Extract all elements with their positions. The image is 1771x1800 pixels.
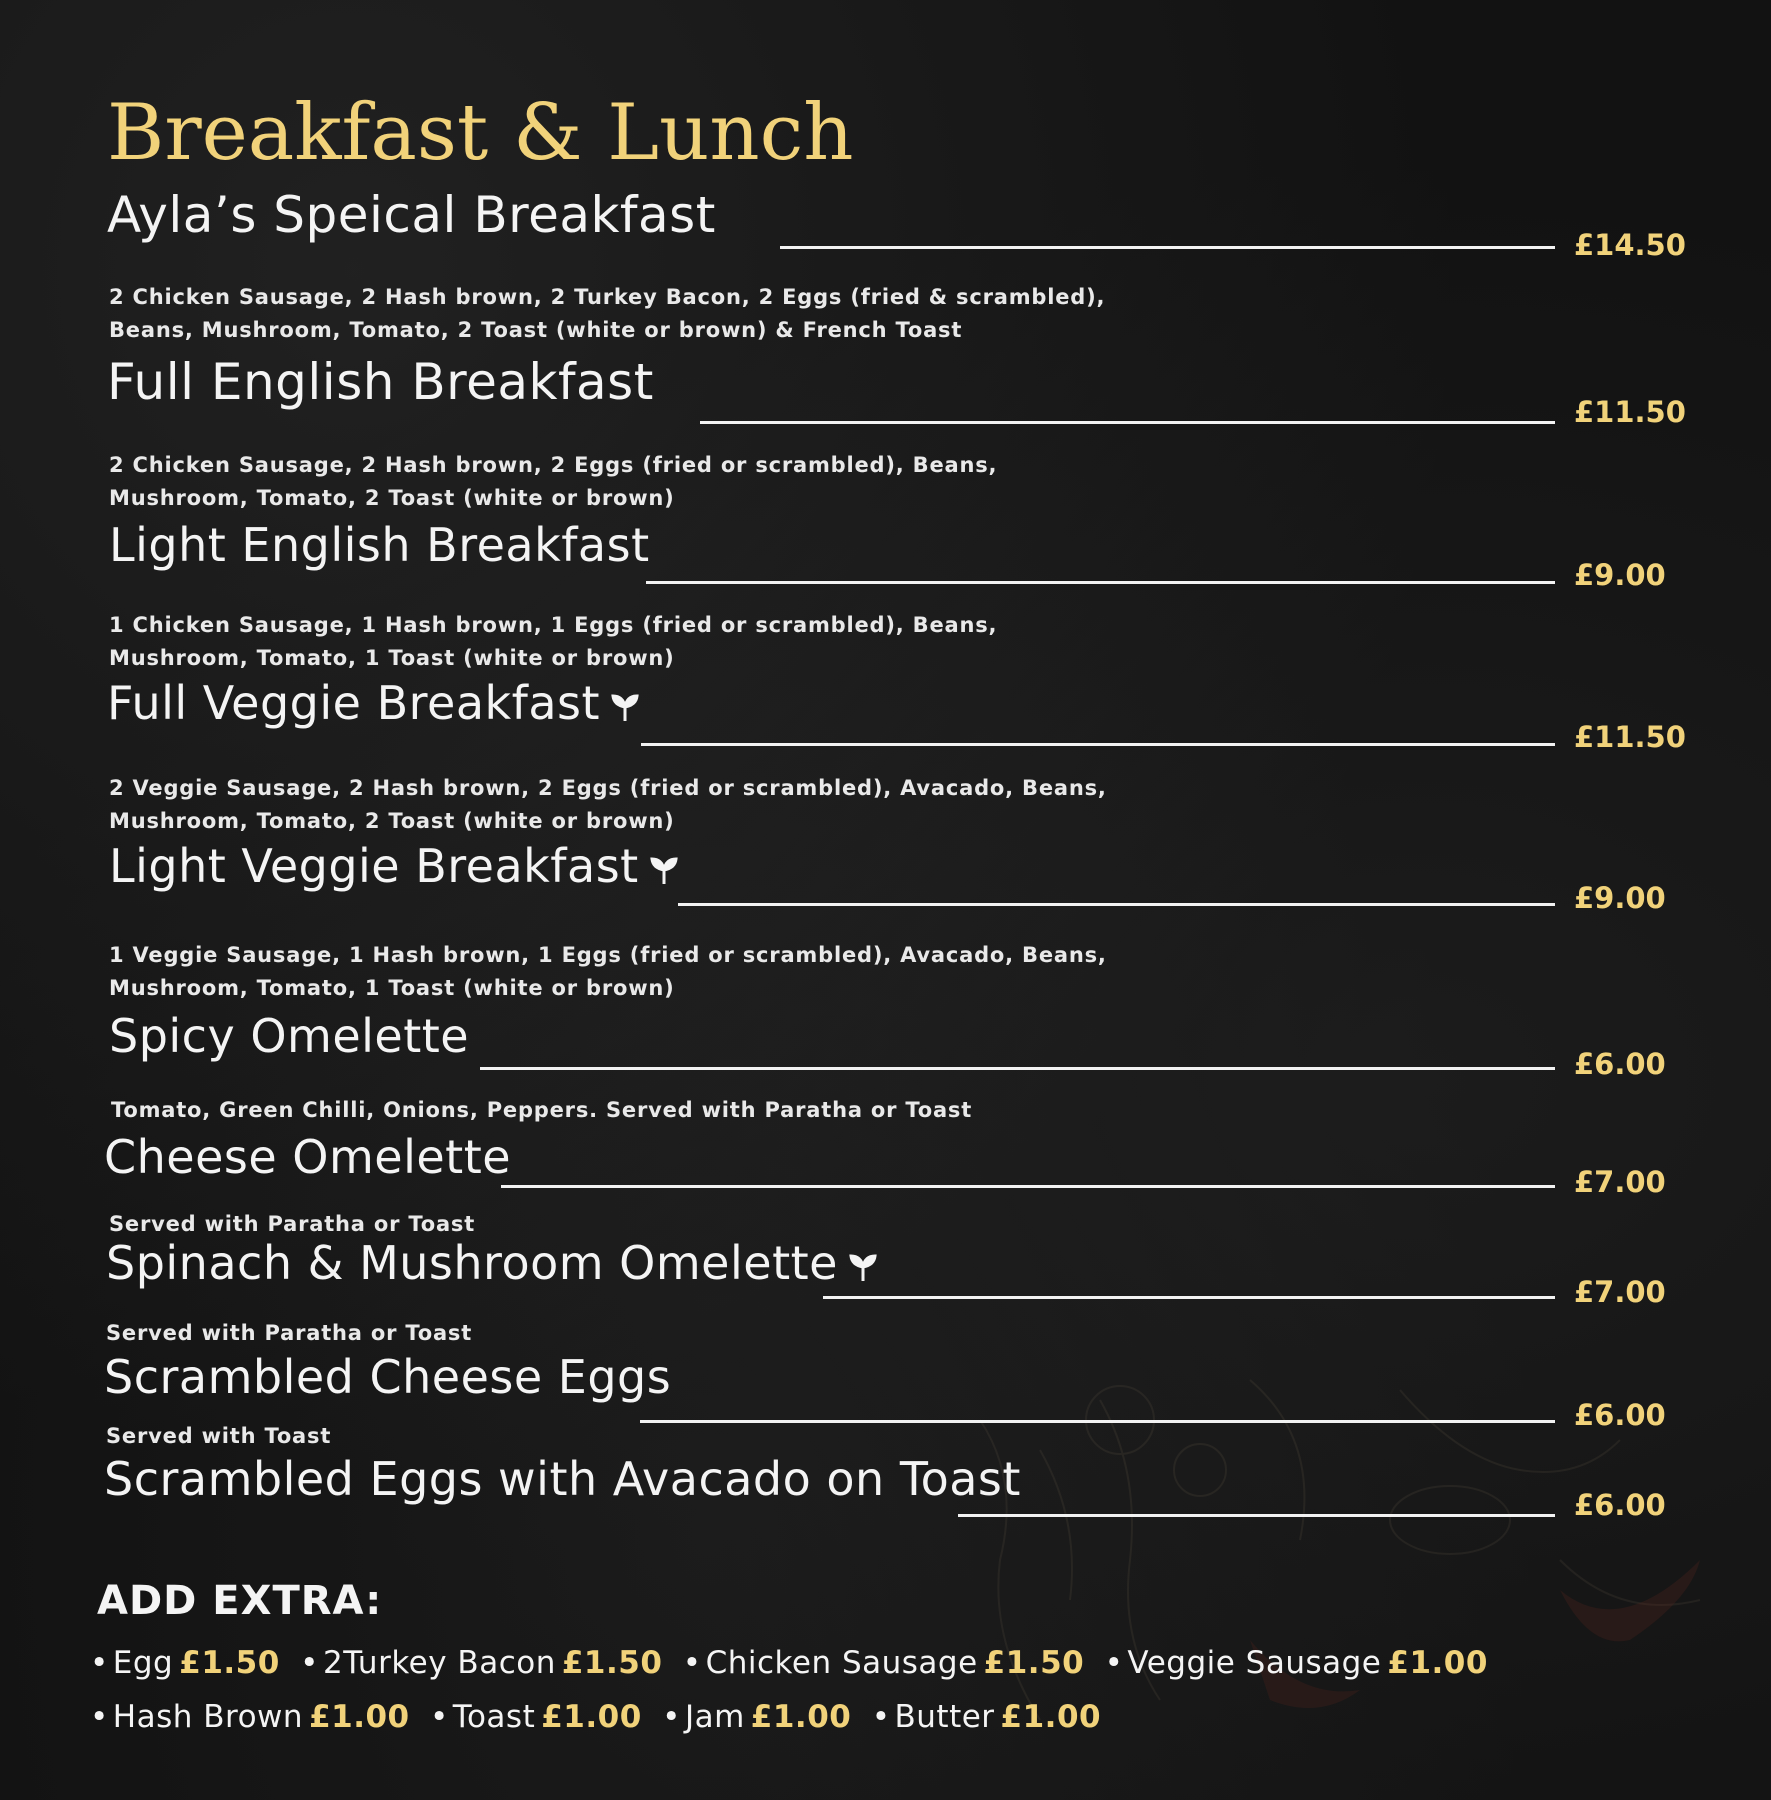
add-extra-heading: ADD EXTRA: (97, 1578, 383, 1624)
leaf-icon (848, 1240, 878, 1294)
leader-line (640, 1420, 1555, 1423)
menu-item (0, 353, 1771, 429)
bullet-icon: • (90, 1699, 109, 1735)
menu-item (0, 1132, 1771, 1202)
leaf-icon (610, 680, 640, 734)
item-description: Served with Paratha or Toast (106, 1321, 473, 1345)
leader-line (678, 903, 1555, 906)
bullet-icon: • (1104, 1645, 1124, 1681)
item-description: 2 Chicken Sausage, 2 Hash brown, 2 Turkey Bacon, 2 Eggs (fried & scrambled), Beans, Mushroom, Tomato, 2 Toast (white or brown) & French Toast (109, 285, 1106, 342)
item-price: £6.00 (1574, 1488, 1666, 1522)
item-description: Tomato, Green Chilli, Onions, Peppers. Served with Paratha or Toast (111, 1098, 973, 1122)
item-name: Spinach & Mushroom Omelette (106, 1236, 878, 1294)
item-name: Cheese Omelette (104, 1130, 512, 1184)
extras-row (88, 1699, 1109, 1735)
item-price: £6.00 (1574, 1047, 1666, 1081)
item-name: Full Veggie Breakfast (107, 676, 640, 734)
item-description: Served with Paratha or Toast (109, 1212, 476, 1236)
extra-item: • Hash Brown £1.00 (90, 1699, 410, 1735)
extra-item: • Egg £1.50 (90, 1645, 280, 1681)
item-name: Scrambled Eggs with Avacado on Toast (104, 1452, 1021, 1506)
item-price: £11.50 (1574, 395, 1686, 429)
extra-item: • Butter £1.00 (871, 1699, 1102, 1735)
menu-item (0, 839, 1771, 915)
item-description: 1 Chicken Sausage, 1 Hash brown, 1 Eggs (fried or scrambled), Beans, Mushroom, Tomato, 1 Toast (white or brown) (109, 613, 998, 670)
item-price: £14.50 (1574, 228, 1686, 262)
bullet-icon: • (682, 1645, 702, 1681)
leader-line (823, 1296, 1555, 1299)
item-name: Ayla’s Speical Breakfast (107, 186, 716, 244)
item-price: £6.00 (1574, 1398, 1666, 1432)
extra-item: • 2Turkey Bacon £1.50 (300, 1645, 663, 1681)
menu-item (0, 520, 1771, 590)
item-name: Scrambled Cheese Eggs (104, 1350, 672, 1404)
item-price: £7.00 (1574, 1275, 1666, 1309)
bullet-icon: • (300, 1645, 319, 1681)
menu-item (0, 1454, 1771, 1524)
extra-item: • Chicken Sausage £1.50 (682, 1645, 1085, 1681)
item-price: £7.00 (1574, 1165, 1666, 1199)
menu-item (0, 186, 1771, 262)
extras-row (88, 1645, 1496, 1681)
leader-line (501, 1185, 1555, 1188)
menu-item (0, 1350, 1771, 1432)
bullet-icon: • (429, 1699, 449, 1735)
leader-line (641, 743, 1555, 746)
bullet-icon: • (871, 1699, 891, 1735)
extra-item: • Jam £1.00 (662, 1699, 852, 1735)
leader-line (958, 1514, 1555, 1517)
item-price: £11.50 (1574, 720, 1686, 754)
bullet-icon: • (662, 1699, 681, 1735)
extra-item: • Toast £1.00 (429, 1699, 642, 1735)
leader-line (480, 1067, 1555, 1070)
item-name: Light Veggie Breakfast (109, 839, 679, 897)
menu-item (0, 676, 1771, 754)
item-name: Spicy Omelette (109, 1009, 470, 1063)
item-description: 2 Veggie Sausage, 2 Hash brown, 2 Eggs (fried or scrambled), Avacado, Beans, Mushroom, Tomato, 2 Toast (white or brown) (109, 776, 1107, 833)
item-name: Full English Breakfast (107, 353, 654, 411)
item-description: Served with Toast (106, 1424, 332, 1448)
item-name: Light English Breakfast (109, 518, 650, 572)
menu-item (0, 1011, 1771, 1081)
item-description: 1 Veggie Sausage, 1 Hash brown, 1 Eggs (fried or scrambled), Avacado, Beans, Mushroom, Tomato, 1 Toast (white or brown) (109, 943, 1107, 1000)
bullet-icon: • (90, 1645, 109, 1681)
extra-item: • Veggie Sausage £1.00 (1104, 1645, 1488, 1681)
leader-line (780, 246, 1555, 249)
item-price: £9.00 (1574, 881, 1666, 915)
item-description: 2 Chicken Sausage, 2 Hash brown, 2 Eggs (fried or scrambled), Beans, Mushroom, Tomato, 2 Toast (white or brown) (109, 453, 998, 510)
leaf-icon (649, 843, 679, 897)
item-price: £9.00 (1574, 558, 1666, 592)
menu-item (0, 1236, 1771, 1312)
leader-line (700, 421, 1555, 424)
leader-line (646, 581, 1555, 584)
menu-title: Breakfast & Lunch (107, 88, 854, 178)
